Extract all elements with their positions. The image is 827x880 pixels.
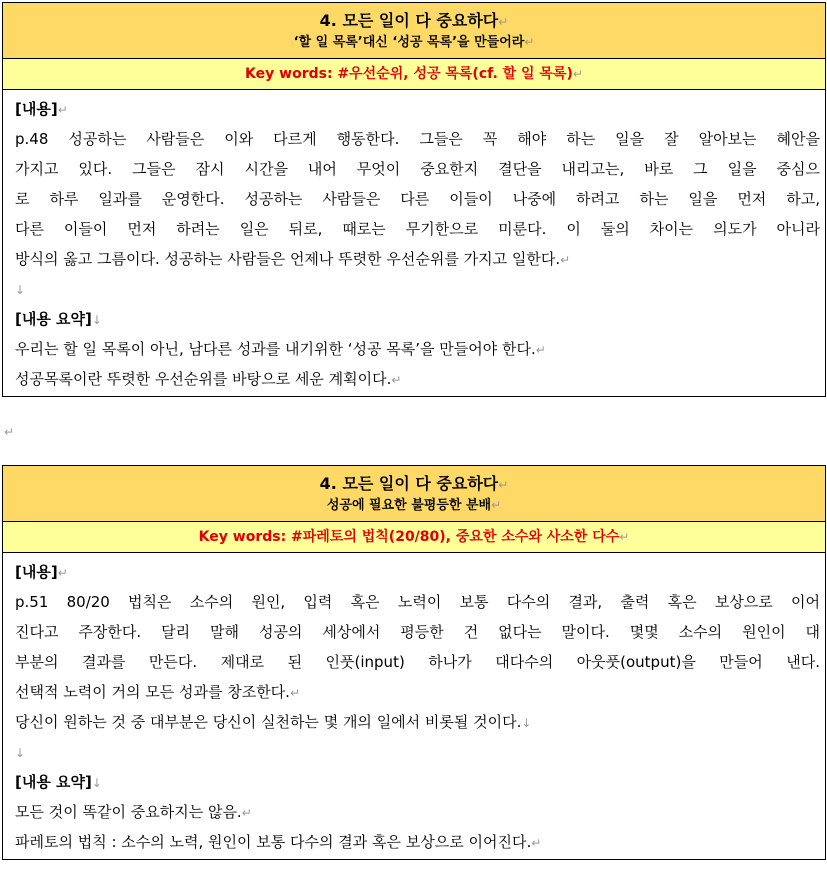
content-line: 부분의 결과를 만든다. 제대로 된 인풋(input) 하나가 대다수의 아웃풋(output)을 만들어 낸다.	[15, 653, 820, 671]
content-label: [내용]	[15, 563, 58, 581]
chapter-title: 4. 모든 일이 다 중요하다	[319, 11, 499, 30]
content-line: 다른 이들이 먼저 하려는 일은 뒤로, 때로는 무기한으로 미룬다. 이 둘의 차이는 의도가 아니라	[15, 220, 820, 238]
chapter-subtitle: 성공에 필요한 불평등한 분배	[326, 498, 492, 513]
card-body: [내용]↵ p.51 80/20 법칙은 소수의 원인, 입력 혹은 노력이 보통 다수의 결과, 출력 혹은 보상으로 이어 진다고 주장한다. 달리 말해 성공의 세상에서 평등한 건 없다는 말이다. 몇몇 소수의 원인이 대 부분의 결과를 만든다. 제대로 된 인풋(input) 하나가 대다수의 아웃풋(output)을 만들어 낸다. 선택적 노력이 거의 모든 성과를 창조한다.↵ 당신이 원하는 것 중 대부분은 당신이 실천하는 몇 개의 일에서 비롯될 것이다.↓ ↓ [내용 요약]↓ 모든 것이 똑같이 중요하지는 않음.↵ 파레토의 법칙 : 소수의 노력, 원인이 보통 다수의 결과 혹은 보상으로 이어진다.↵	[15, 563, 820, 851]
paragraph-mark: ↵	[4, 425, 15, 439]
content-line: p.48 성공하는 사람들은 이와 다르게 행동한다. 그들은 꼭 해야 하는 일을 잘 알아보는 혜안을	[15, 130, 820, 148]
summary-card-1: 4. 모든 일이 다 중요하다↵ ‘할 일 목록’대신 ‘성공 목록’을 만들어라↵ Key words: #우선순위, 성공 목록(cf. 할 일 목록)↵ [내용]↵ p.48 성공하는 사람들은 이와 다르게 행동한다. 그들은 꼭 해야 하는 일을 잘 알아보는 혜안을 가지고 있다. 그들은 잠시 시간을 내어 무엇이 중요한지 결단을 내리고는, 바로 그 일을 중심으 로 하루 일과를 운영한다. 성공하는 사람들은 다른 이들이 나중에 하려고 하는 일을 먼저 하고, 다른 이들이 먼저 하려는 일은 뒤로, 때로는 무기한으로 미룬다. 이 둘의 차이는 의도가 아니라 방식의 옳고 그름이다. 성공하는 사람들은 언제나 뚜렷한 우선순위를 가지고 일한다.↵ ↓ [내용 요약]↓ 우리는 할 일 목록이 아닌, 남다른 성과를 내기위한 ‘성공 목록’을 만들어야 한다.↵ 성공목록이란 뚜렷한 우선순위를 바탕으로 세운 계획이다.↵	[2, 2, 826, 397]
summary-card-2: 4. 모든 일이 다 중요하다↵ 성공에 필요한 불평등한 분배↵ Key words: #파레토의 법칙(20/80), 중요한 소수와 사소한 다수↵ [내용]↵ p.51 80/20 법칙은 소수의 원인, 입력 혹은 노력이 보통 다수의 결과, 출력 혹은 보상으로 이어 진다고 주장한다. 달리 말해 성공의 세상에서 평등한 건 없다는 말이다. 몇몇 소수의 원인이 대 부분의 결과를 만든다. 제대로 된 인풋(input) 하나가 대다수의 아웃풋(output)을 만들어 낸다. 선택적 노력이 거의 모든 성과를 창조한다.↵ 당신이 원하는 것 중 대부분은 당신이 실천하는 몇 개의 일에서 비롯될 것이다.↓ ↓ [내용 요약]↓ 모든 것이 똑같이 중요하지는 않음.↵ 파레토의 법칙 : 소수의 노력, 원인이 보통 다수의 결과 혹은 보상으로 이어진다.↵	[2, 465, 826, 860]
chapter-subtitle: ‘할 일 목록’대신 ‘성공 목록’을 만들어라	[293, 35, 525, 50]
content-line: 방식의 옳고 그름이다. 성공하는 사람들은 언제나 뚜렷한 우선순위를 가지고 일한다.	[15, 250, 561, 268]
summary-label: [내용 요약]	[15, 310, 92, 328]
line-break-mark: ↓	[15, 283, 26, 297]
chapter-title: 4. 모든 일이 다 중요하다	[319, 474, 499, 493]
line-break-mark: ↓	[15, 746, 26, 760]
keywords-line: Key words: #파레토의 법칙(20/80), 중요한 소수와 사소한 다수	[198, 529, 620, 545]
content-line: 진다고 주장한다. 달리 말해 성공의 세상에서 평등한 건 없다는 말이다. 몇몇 소수의 원인이 대	[15, 623, 820, 641]
content-line: 가지고 있다. 그들은 잠시 시간을 내어 무엇이 중요한지 결단을 내리고는, 바로 그 일을 중심으	[15, 160, 820, 178]
summary-line: 파레토의 법칙 : 소수의 노력, 원인이 보통 다수의 결과 혹은 보상으로 이어진다.	[15, 833, 532, 851]
card-header: 4. 모든 일이 다 중요하다↵ 성공에 필요한 불평등한 분배↵	[3, 466, 825, 522]
content-line: p.51 80/20 법칙은 소수의 원인, 입력 혹은 노력이 보통 다수의 결과, 출력 혹은 보상으로 이어	[15, 593, 820, 611]
card-body: [내용]↵ p.48 성공하는 사람들은 이와 다르게 행동한다. 그들은 꼭 해야 하는 일을 잘 알아보는 혜안을 가지고 있다. 그들은 잠시 시간을 내어 무엇이 중요한지 결단을 내리고는, 바로 그 일을 중심으 로 하루 일과를 운영한다. 성공하는 사람들은 다른 이들이 나중에 하려고 하는 일을 먼저 하고, 다른 이들이 먼저 하려는 일은 뒤로, 때로는 무기한으로 미룬다. 이 둘의 차이는 의도가 아니라 방식의 옳고 그름이다. 성공하는 사람들은 언제나 뚜렷한 우선순위를 가지고 일한다.↵ ↓ [내용 요약]↓ 우리는 할 일 목록이 아닌, 남다른 성과를 내기위한 ‘성공 목록’을 만들어야 한다.↵ 성공목록이란 뚜렷한 우선순위를 바탕으로 세운 계획이다.↵	[15, 100, 820, 388]
content-line: 선택적 노력이 거의 모든 성과를 창조한다.	[15, 683, 290, 701]
content-label: [내용]	[15, 100, 58, 118]
keywords-line: Key words: #우선순위, 성공 목록(cf. 할 일 목록)	[245, 66, 573, 82]
content-line: 로 하루 일과를 운영한다. 성공하는 사람들은 다른 이들이 나중에 하려고 하는 일을 먼저 하고,	[15, 190, 820, 208]
summary-line: 우리는 할 일 목록이 아닌, 남다른 성과를 내기위한 ‘성공 목록’을 만들어야 한다.	[15, 340, 536, 358]
summary-line: 성공목록이란 뚜렷한 우선순위를 바탕으로 세운 계획이다.	[15, 370, 392, 388]
summary-label: [내용 요약]	[15, 773, 92, 791]
summary-line: 모든 것이 똑같이 중요하지는 않음.	[15, 803, 242, 821]
content-line: 당신이 원하는 것 중 대부분은 당신이 실천하는 몇 개의 일에서 비롯될 것이다.	[15, 713, 522, 731]
card-header: 4. 모든 일이 다 중요하다↵ ‘할 일 목록’대신 ‘성공 목록’을 만들어라↵	[3, 3, 825, 59]
